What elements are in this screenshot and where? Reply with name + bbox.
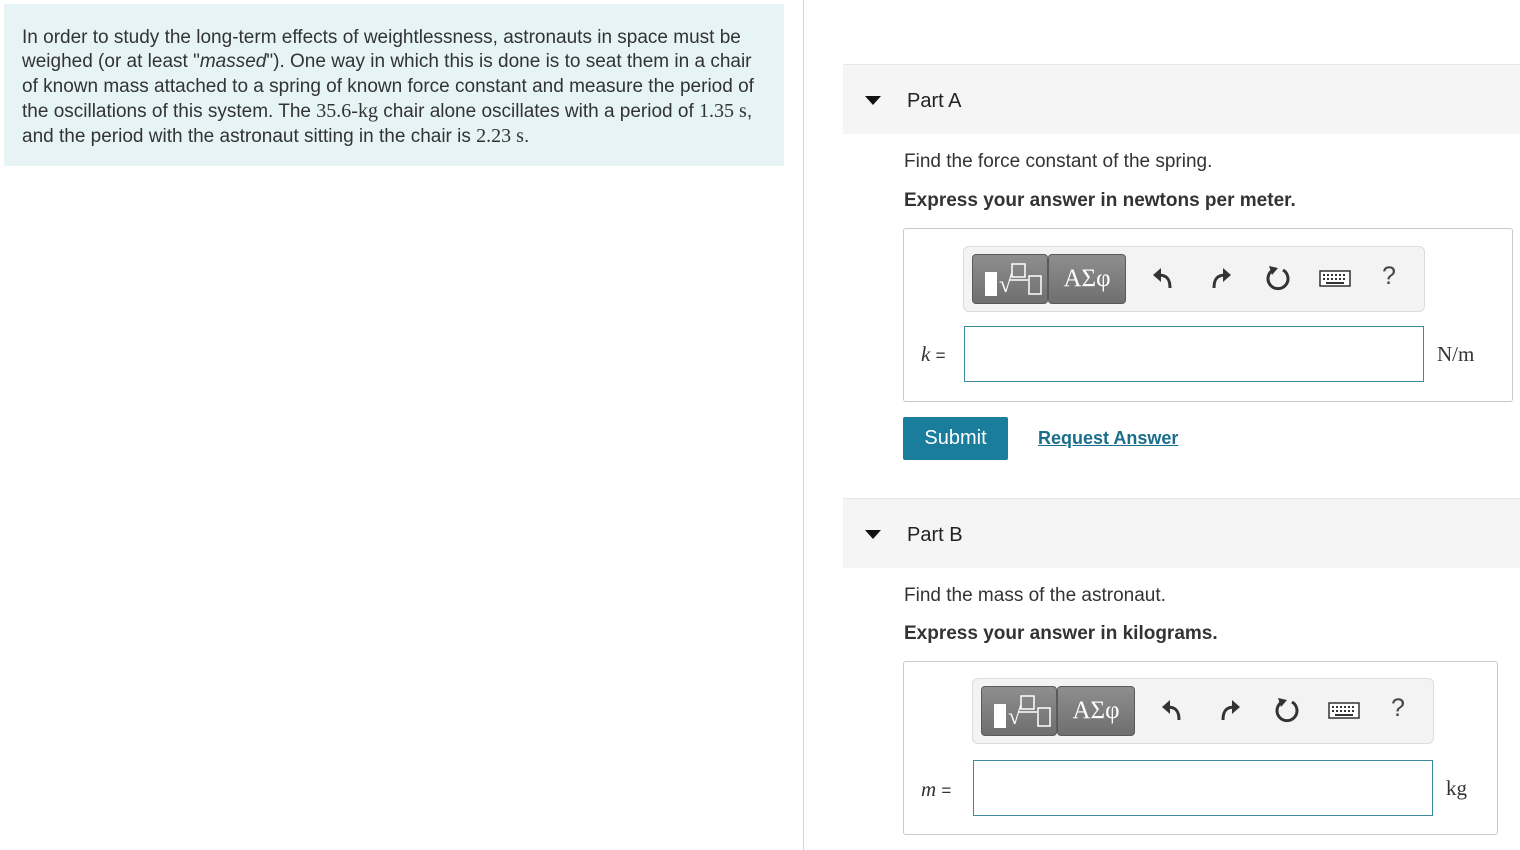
symbols-button[interactable]: ΑΣφ (1048, 254, 1126, 304)
keyboard-icon[interactable] (1318, 264, 1352, 292)
svg-text:√: √ (999, 272, 1013, 298)
part-a-header[interactable] (843, 64, 1520, 134)
templates-icon (973, 255, 1049, 305)
unit-label: N/m (1437, 342, 1475, 366)
templates-button[interactable] (972, 254, 1048, 304)
unit-label: kg (1446, 776, 1467, 800)
problem-text-italic: massed (199, 51, 267, 73)
symbols-button[interactable]: ΑΣφ (1057, 686, 1135, 736)
svg-text:√: √ (1008, 704, 1022, 730)
variable-symbol: m (921, 777, 937, 801)
undo-icon[interactable] (1159, 696, 1187, 724)
part-b-instruction: Express your answer in kilograms. (904, 623, 1218, 644)
request-answer-link[interactable]: Request Answer (1038, 428, 1179, 448)
part-a-title: Part A (907, 90, 962, 112)
mass-value: 35.6-kg (316, 99, 378, 122)
problem-statement (4, 4, 784, 166)
submit-button[interactable]: Submit (903, 417, 1008, 460)
variable-symbol: k (921, 342, 931, 366)
variable-label (921, 342, 946, 367)
redo-icon[interactable] (1206, 264, 1234, 292)
part-a-question: Find the force constant of the spring. (904, 151, 1213, 172)
period-astronaut-value: 2.23 s (476, 125, 524, 148)
problem-text: In order to study the long-term effects of weightlessness, astronauts in space must be weighed (or at least " (22, 27, 741, 73)
part-b-answer-box (903, 661, 1498, 835)
keyboard-icon[interactable] (1327, 696, 1361, 724)
problem-text: , and the period with the astronaut sitting in the chair is (22, 100, 753, 148)
equals-sign: = (941, 781, 952, 800)
reset-icon[interactable] (1273, 696, 1301, 724)
reset-icon[interactable] (1264, 264, 1292, 292)
part-b-question: Find the mass of the astronaut. (904, 585, 1166, 606)
period-chair-value: 1.35 s (699, 99, 747, 122)
collapse-triangle-icon[interactable] (865, 96, 881, 105)
problem-text: chair alone oscillates with a period of (377, 100, 700, 122)
problem-text: "). One way in which this is done is to seat them in a chair of known mass attached to a spring of known force constant and measure the period of the oscillations of this system. The (22, 51, 754, 122)
answer-input[interactable] (973, 760, 1433, 816)
collapse-triangle-icon[interactable] (865, 530, 881, 539)
templates-button[interactable] (981, 686, 1057, 736)
answer-input[interactable] (964, 326, 1424, 382)
part-b-title: Part B (907, 524, 963, 546)
part-a-answer-box (903, 228, 1513, 402)
templates-icon (982, 687, 1058, 737)
variable-label (921, 777, 951, 802)
math-toolbar (963, 246, 1425, 312)
undo-icon[interactable] (1150, 264, 1178, 292)
math-toolbar (972, 678, 1434, 744)
part-a-instruction: Express your answer in newtons per meter. (904, 190, 1296, 211)
part-b-header[interactable] (843, 498, 1520, 568)
redo-icon[interactable] (1215, 696, 1243, 724)
help-button[interactable]: ? (1382, 262, 1396, 290)
column-divider (803, 0, 804, 850)
equals-sign: = (935, 346, 946, 365)
help-button[interactable]: ? (1391, 694, 1405, 722)
problem-text: . (523, 126, 530, 148)
